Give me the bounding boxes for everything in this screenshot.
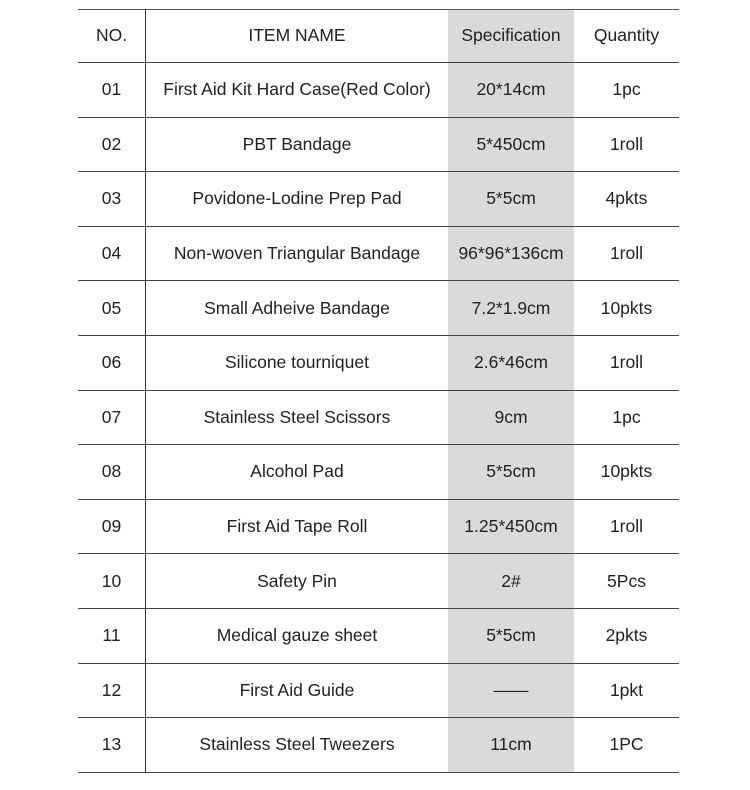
table-row (78, 554, 679, 609)
item-specification: 96*96*136cm (458, 243, 564, 264)
table-row (78, 63, 679, 118)
item-specification: 5*450cm (476, 133, 546, 154)
item-name: PBT Bandage (242, 133, 352, 154)
item-number: 11 (102, 625, 121, 646)
item-quantity: 1roll (609, 133, 644, 154)
item-number: 08 (101, 461, 122, 482)
item-table (78, 9, 679, 773)
item-specification: 1.25*450cm (464, 516, 558, 537)
item-quantity: 1roll (609, 352, 644, 373)
table-row (78, 172, 679, 227)
table-row (78, 281, 679, 336)
item-quantity: 1pkt (609, 679, 644, 700)
table-row (78, 118, 679, 173)
item-name: Non-woven Triangular Bandage (173, 243, 421, 264)
item-quantity: 5Pcs (607, 570, 646, 591)
item-name: First Aid Tape Roll (226, 516, 368, 537)
item-name: Stainless Steel Scissors (203, 406, 391, 427)
item-quantity: 1roll (609, 243, 644, 264)
item-specification: —— (493, 679, 529, 700)
item-number: 05 (101, 297, 122, 318)
item-number: 06 (101, 352, 122, 373)
item-quantity: 1pc (612, 79, 641, 100)
item-quantity: 1PC (609, 734, 644, 755)
item-specification: 5*5cm (486, 461, 536, 482)
item-quantity: 10pkts (600, 461, 653, 482)
header-specification: Specification (461, 25, 561, 45)
item-quantity: 2pkts (605, 625, 648, 646)
header-item-name: ITEM NAME (248, 25, 346, 45)
item-number: 03 (101, 188, 122, 209)
table-row (78, 609, 679, 664)
item-specification: 2# (501, 570, 521, 591)
table-row (78, 445, 679, 500)
item-quantity: 4pkts (605, 188, 648, 209)
table-row (78, 336, 679, 391)
item-number: 02 (101, 133, 122, 154)
item-number: 10 (101, 570, 122, 591)
item-quantity: 1roll (609, 516, 644, 537)
item-number: 04 (101, 243, 122, 264)
item-number: 12 (101, 679, 122, 700)
table-row (78, 500, 679, 555)
item-name: Alcohol Pad (250, 461, 344, 482)
header-no: NO. (95, 25, 128, 45)
table-row (78, 391, 679, 446)
table-row (78, 718, 679, 773)
item-name: Medical gauze sheet (216, 625, 378, 646)
item-specification: 7.2*1.9cm (471, 297, 551, 318)
item-specification: 9cm (494, 406, 528, 427)
table-row (78, 227, 679, 282)
table-header-row (78, 9, 679, 63)
item-specification: 20*14cm (476, 79, 546, 100)
item-number: 01 (101, 79, 122, 100)
item-quantity: 1pc (612, 406, 641, 427)
item-specification: 5*5cm (486, 188, 536, 209)
item-name: Povidone-Lodine Prep Pad (192, 188, 402, 209)
item-number: 09 (101, 516, 122, 537)
item-number: 07 (101, 406, 122, 427)
header-quantity: Quantity (593, 25, 660, 45)
item-number: 13 (101, 734, 122, 755)
table-row (78, 664, 679, 719)
item-name: First Aid Guide (239, 679, 355, 700)
item-specification: 2.6*46cm (474, 352, 548, 373)
item-name: First Aid Kit Hard Case(Red Color) (163, 79, 431, 100)
item-name: Safety Pin (257, 570, 337, 591)
item-name: Small Adheive Bandage (204, 297, 390, 318)
item-name: Stainless Steel Tweezers (199, 734, 395, 755)
item-specification: 5*5cm (486, 625, 536, 646)
item-name: Silicone tourniquet (225, 352, 369, 373)
item-quantity: 10pkts (600, 297, 653, 318)
item-specification: 11cm (490, 734, 532, 755)
